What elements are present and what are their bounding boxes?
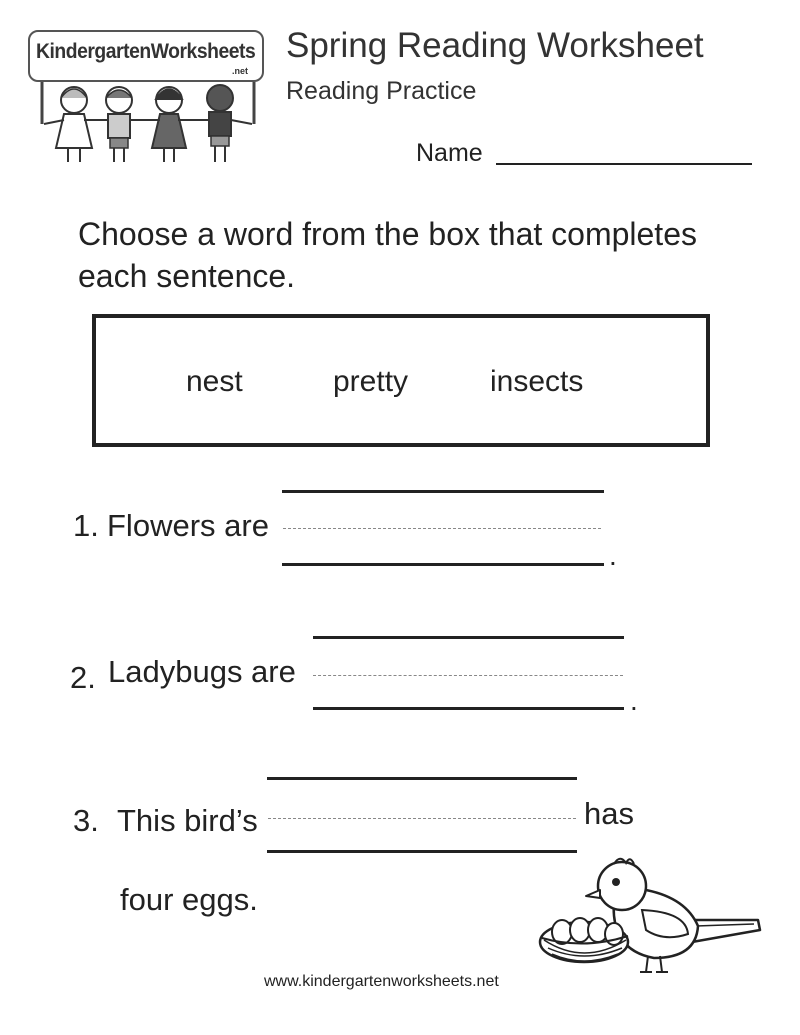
sentence-period: . (609, 540, 617, 571)
word-bank-item: insects (490, 365, 584, 398)
question-text: Ladybugs are (108, 654, 296, 689)
answer-line-top[interactable] (267, 777, 577, 780)
answer-line-top[interactable] (313, 636, 624, 639)
question-number: 1. (73, 508, 99, 543)
name-writing-line[interactable] (496, 163, 752, 165)
question-number: 2. (70, 660, 96, 695)
question-text: This bird’s (117, 803, 258, 838)
answer-line-middle (313, 675, 623, 676)
answer-line-bottom[interactable] (282, 563, 604, 566)
children-holding-hands-illustration (34, 20, 264, 168)
name-label: Name (416, 139, 483, 167)
question-continuation: four eggs. (120, 882, 258, 917)
answer-line-middle (268, 818, 576, 819)
footer-url[interactable]: www.kindergartenworksheets.net (264, 973, 499, 990)
sentence-period: . (630, 685, 638, 716)
answer-line-bottom[interactable] (267, 850, 577, 853)
question-text-after-blank: has (584, 796, 634, 831)
page-title: Spring Reading Worksheet (286, 26, 704, 65)
answer-line-middle (283, 528, 601, 529)
page-subtitle: Reading Practice (286, 77, 477, 105)
site-logo-suffix: .net (232, 66, 249, 76)
word-bank-item: pretty (333, 365, 409, 398)
answer-line-top[interactable] (282, 490, 604, 493)
site-logo-text: KindergartenWorksheets (36, 40, 256, 63)
answer-line-bottom[interactable] (313, 707, 624, 710)
word-bank-item: nest (186, 365, 243, 398)
question-number: 3. (73, 803, 99, 838)
question-text: Flowers are (107, 508, 269, 543)
bird-with-nest-illustration (536, 850, 772, 978)
instructions-text: Choose a word from the box that completes each sentence. (78, 216, 697, 294)
